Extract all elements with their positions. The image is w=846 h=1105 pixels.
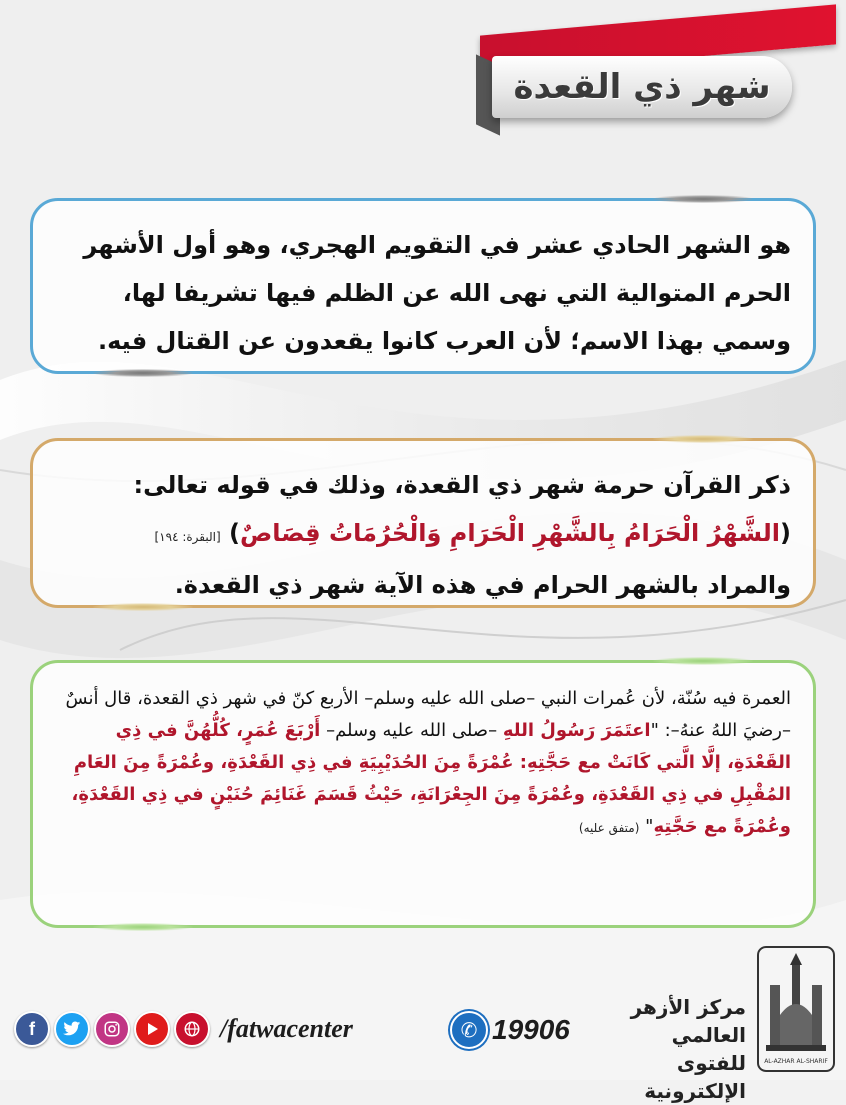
org-name-line2: للفتوى الإلكترونية <box>644 1051 746 1103</box>
azhar-logo <box>756 945 836 1073</box>
hadith-part-2: أَرْبَعَ عُمَرٍ، كُلُّهُنَّ في ذِي القَعْدَةِ، إلَّا الَّتي كَانَتْ مع حَجَّتِهِ: عُمْرَةً مِنَ الحُدَيْبِيَةِ في ذِي القَعْدَةِ، وعُمْرَةً مِنَ العَامِ المُقْبِلِ في ذِي القَعْدَةِ، وعُمْرَةً مِنَ الجِعْرَانَةِ، حَيْثُ قَسَمَ غَنَائِمَ حُنَيْنٍ في ذِي القَعْدَةِ، وعُمْرَةً مع حَجَّتِهِ <box>71 720 791 837</box>
hotline[interactable] <box>450 1011 570 1049</box>
definition-text: هو الشهر الحادي عشر في التقويم الهجري، وهو أول الأشهر الحرم المتوالية التي نهى الله عن الظلم فيها تشريفا لها، وسمي بهذا الاسم؛ لأن العرب كانوا يقعدون عن القتال فيه. <box>83 231 791 355</box>
box-accent <box>653 435 753 443</box>
umrah-intro: العمرة فيه سُنّة، لأن عُمرات النبي –صلى الله عليه وسلم– الأربع كنّ في شهر ذي القعدة، قال أنسٌ –رضيَ اللهُ عنهُ–: " <box>65 688 791 741</box>
box-accent <box>93 369 193 377</box>
quran-close: ) <box>229 519 240 547</box>
instagram-icon[interactable] <box>94 1011 130 1047</box>
org-name-line1: مركز الأزهر العالمي <box>630 995 746 1047</box>
quran-intro: ذكر القرآن حرمة شهر ذي القعدة، وذلك في قوله تعالى: ( <box>133 471 791 547</box>
footer <box>0 945 846 1103</box>
quran-reference: [البقرة: ١٩٤] <box>154 530 221 544</box>
page-title: شهر ذي القعدة <box>513 67 771 107</box>
hadith-mid: –صلى الله عليه وسلم– <box>320 720 503 741</box>
social-links <box>14 1011 353 1047</box>
quran-box <box>30 438 816 608</box>
hadith-part-1: اعتَمَرَ رَسُولُ اللهِ <box>502 720 651 741</box>
org-name <box>571 993 746 1105</box>
youtube-icon[interactable] <box>134 1011 170 1047</box>
header-ribbon <box>470 12 840 127</box>
hadith-reference: (متفق عليه) <box>578 821 640 835</box>
hotline-number: 19906 <box>492 1014 570 1045</box>
web-icon[interactable] <box>174 1011 210 1047</box>
quran-text <box>55 461 791 609</box>
box-accent <box>653 195 753 203</box>
box-accent <box>93 603 193 611</box>
logo-text: AL-AZHAR AL-SHARIF <box>764 1058 828 1065</box>
umrah-text <box>55 683 791 844</box>
box-accent <box>93 923 193 931</box>
definition-box <box>30 198 816 374</box>
quran-verse: الشَّهْرُ الْحَرَامُ بِالشَّهْرِ الْحَرَامِ وَالْحُرُمَاتُ قِصَاصٌ <box>239 519 781 547</box>
twitter-icon[interactable] <box>54 1011 90 1047</box>
facebook-icon[interactable]: f <box>14 1011 50 1047</box>
phone-icon: ✆ <box>450 1011 488 1049</box>
umrah-box <box>30 660 816 928</box>
social-handle[interactable]: /fatwacenter <box>220 1014 353 1043</box>
title-bar <box>492 56 792 118</box>
quote-close: " <box>639 816 654 837</box>
box-accent <box>653 657 753 665</box>
quran-tail: والمراد بالشهر الحرام في هذه الآية شهر ذي القعدة. <box>174 571 791 599</box>
